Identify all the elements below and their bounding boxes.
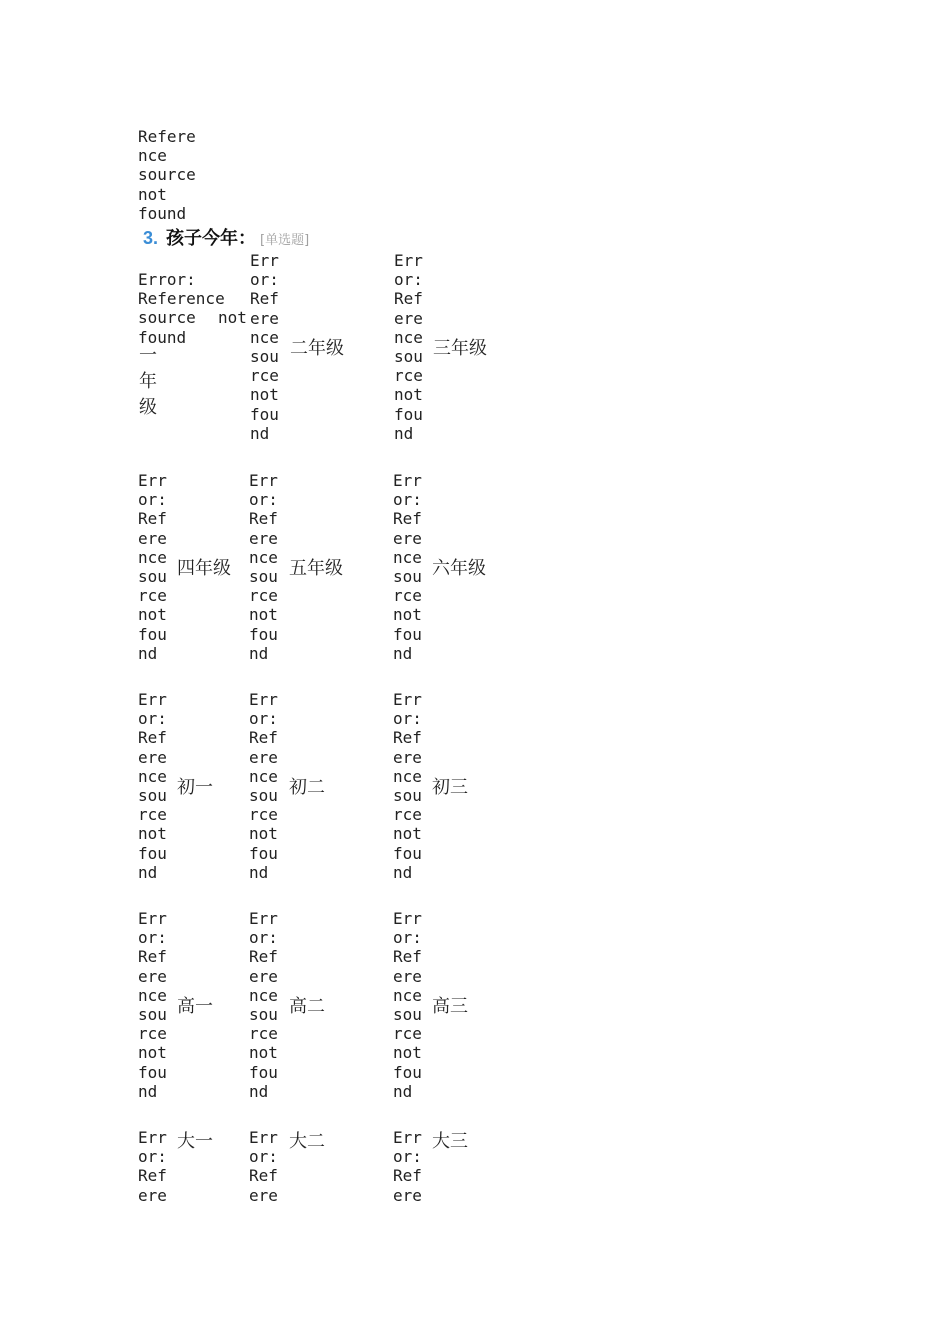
error-line: nd [249,1081,269,1101]
error-line: fou [138,624,167,644]
error-line: sou [250,347,279,367]
error-line: ere [393,528,422,548]
error-line: ere [250,308,279,328]
option-label: 初一 [177,777,213,798]
error-line: rce [138,805,167,825]
error-line: rce [138,1024,167,1044]
error-line: fou [394,404,423,424]
option-label: 初二 [289,777,325,798]
question-heading [143,224,309,250]
error-line: not [138,184,167,204]
error-line: or: [138,490,167,510]
error-line: Err [393,471,422,490]
error-line: or: [250,270,279,290]
option-error-block [393,690,422,882]
error-line: or: [394,270,423,290]
option-label: 五年级 [289,558,343,579]
error-line: nd [393,643,413,663]
error-line: Ref [394,289,423,309]
error-line: nd [250,423,270,443]
error-line: or: [393,490,422,510]
error-line: Err [138,690,167,709]
error-line: rce [138,586,167,606]
option-label: 高三 [432,996,468,1017]
error-line: fou [249,1062,278,1082]
error-line: sou [249,1005,278,1025]
error-line: nd [138,643,158,663]
error-line: Ref [249,947,278,967]
error-line: found [138,203,187,223]
reference-error-block [138,127,196,223]
error-line: or: [249,490,278,510]
error-line: fou [250,404,279,424]
error-line: nce [138,985,167,1005]
error-line: not [393,605,422,625]
error-line: rce [249,1024,278,1044]
error-line: rce [393,805,422,825]
error-line: ere [138,528,167,548]
error-fragment: not [218,308,247,327]
option-label: 大二 [289,1131,325,1152]
error-line: rce [249,805,278,825]
error-line: sou [393,1005,422,1025]
option-error-block [138,690,167,882]
option-label: 初三 [432,777,468,798]
error-line: not [249,824,278,844]
error-line: sou [138,567,167,587]
error-line: rce [394,366,423,386]
error-line: ere [249,747,278,767]
error-line: Err [249,1128,278,1147]
error-line: Ref [393,728,422,748]
error-line: nd [249,643,269,663]
error-line: Err [249,471,278,490]
error-line: or: [138,709,167,729]
error-line: rce [250,366,279,386]
error-line: sou [138,1005,167,1025]
error-line: not [138,824,167,844]
error-line: Ref [138,1166,167,1186]
error-line: or: [249,928,278,948]
error-line: nce [249,547,278,567]
error-line: fou [393,624,422,644]
error-line: fou [393,843,422,863]
error-line: ere [249,528,278,548]
error-line: Ref [393,947,422,967]
error-line: not [250,385,279,405]
error-line: not [138,605,167,625]
option-error-block [138,909,167,1101]
error-line: Ref [249,1166,278,1186]
error-line: source [138,165,196,185]
error-line: Ref [393,1166,422,1186]
error-line: fou [138,843,167,863]
error-line: nd [138,862,158,882]
error-line: not [249,605,278,625]
option-error-block [249,909,278,1101]
error-line: ere [249,1185,278,1205]
error-line: ere [394,308,423,328]
error-line: nd [393,1081,413,1101]
error-line: Err [394,251,423,270]
error-line: sou [249,786,278,806]
error-line: not [393,824,422,844]
error-line: rce [393,1024,422,1044]
error-line: Err [393,1128,422,1147]
error-line: Err [250,251,279,270]
error-line: ere [393,1185,422,1205]
error-line: sou [393,567,422,587]
error-line: nd [394,423,414,443]
error-line: sou [393,786,422,806]
error-line: Ref [138,728,167,748]
error-line: Err [393,909,422,928]
error-line: sou [249,567,278,587]
error-line: Err [393,690,422,709]
error-line: Ref [138,947,167,967]
option-label: 二年级 [290,338,344,359]
error-line: nd [249,862,269,882]
option-error-block [393,909,422,1101]
option-label: 四年级 [177,558,231,579]
option-error-block [249,690,278,882]
error-line: Ref [249,728,278,748]
error-line: ere [393,747,422,767]
error-line: not [393,1043,422,1063]
error-line: fou [249,624,278,644]
error-line: Ref [138,509,167,529]
error-line: nce [250,327,279,347]
option-label: 一 年 级 [139,345,157,418]
option-label: 大一 [177,1131,213,1152]
error-line: Err [249,690,278,709]
option-error-block [393,1128,422,1205]
error-line: or: [138,1147,167,1167]
option-label: 三年级 [433,338,487,359]
option-label: 大三 [432,1131,468,1152]
error-line: ere [138,747,167,767]
error-line: nce [394,327,423,347]
question-text: 孩子今年： [166,228,257,249]
error-line: Err [138,909,167,928]
option-label: 六年级 [432,558,486,579]
error-line: sou [138,786,167,806]
error-line: or: [393,709,422,729]
error-line: or: [138,928,167,948]
error-line: not [394,385,423,405]
error-line: or: [249,709,278,729]
error-line: nce [393,766,422,786]
error-line: nce [249,766,278,786]
error-line: nd [138,1081,158,1101]
error-line: nce [138,547,167,567]
error-line: nce [138,766,167,786]
option-error-block: Error: Reference source found [138,270,225,347]
error-line: rce [393,586,422,606]
error-line: nce [393,547,422,567]
error-line: ere [138,1185,167,1205]
error-line: not [138,1043,167,1063]
error-line: Ref [250,289,279,309]
error-line: sou [394,347,423,367]
error-line: or: [249,1147,278,1167]
error-line: or: [393,1147,422,1167]
option-error-block [394,251,423,443]
error-line: ere [393,966,422,986]
option-error-block [250,251,279,443]
error-line: Err [138,471,167,490]
error-line: nce [393,985,422,1005]
option-error-block [138,1128,167,1205]
option-label: 高二 [289,996,325,1017]
error-line: nce [138,146,167,166]
option-error-block [249,471,278,663]
error-line: Ref [393,509,422,529]
error-line: ere [249,966,278,986]
option-error-block [393,471,422,663]
error-line: Ref [249,509,278,529]
option-error-block [138,471,167,663]
error-line: nd [393,862,413,882]
error-line: not [249,1043,278,1063]
question-number: 3. [143,228,159,248]
error-line: or: [393,928,422,948]
error-line: nce [249,985,278,1005]
error-line: fou [393,1062,422,1082]
error-line: Refere [138,127,196,146]
error-line: Err [138,1128,167,1147]
question-type-label: [单选题] [260,233,310,248]
error-line: fou [249,843,278,863]
option-label: 高一 [177,996,213,1017]
option-error-block [249,1128,278,1205]
error-line: Err [249,909,278,928]
error-line: rce [249,586,278,606]
error-line: fou [138,1062,167,1082]
error-line: ere [138,966,167,986]
